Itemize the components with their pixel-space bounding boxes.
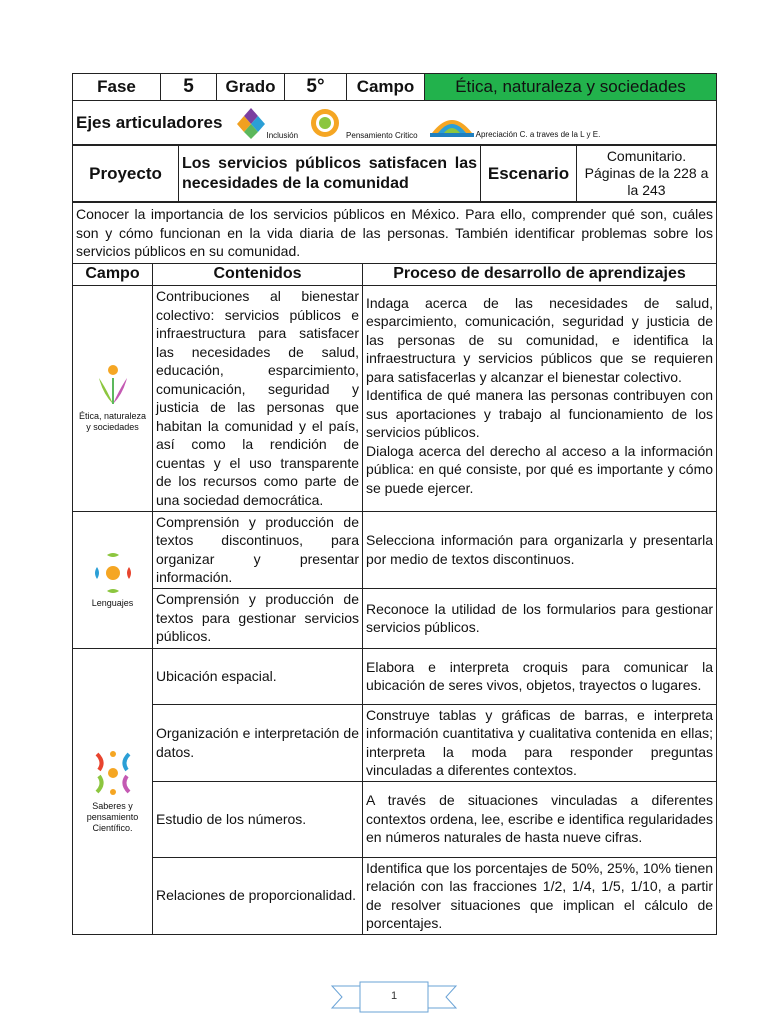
header-table: [72, 73, 717, 145]
ejes-row: [73, 101, 717, 145]
pensamiento-critico-icon: [308, 106, 342, 140]
sab3-proceso: A través de situaciones vinculadas a diferentes contextos ordena, lee, escribe e identifica regularidades en números naturales de hasta nueve cifras.: [363, 781, 717, 857]
table-row: [73, 648, 717, 704]
proyecto-table: [72, 145, 717, 202]
table-row: [73, 857, 717, 934]
main-table: [72, 202, 717, 935]
eje-inclusion: [236, 106, 298, 140]
etica-proceso-1: Indaga acerca de las necesidades de salud, esparcimiento, comunicación, seguridad y justicia de las personas de su comunidad, e identifica la infraestructura y servicios públicos que se requieren para satisfacerlas y alcanzar el bienestar colectivo.: [366, 294, 714, 385]
campo-label: Campo: [347, 74, 425, 101]
apreciacion-icon: [428, 107, 476, 139]
etica-proceso-3: Dialoga acerca del derecho al acceso a la información pública: en qué consiste, por qué es importante y cómo se puede ejercer.: [366, 442, 714, 496]
len2-contenido: Comprensión y producción de textos para gestionar servicios públicos.: [153, 588, 363, 648]
ejes-cell: [73, 101, 717, 145]
sab4-contenido: Relaciones de proporcionalidad.: [153, 857, 363, 934]
eje-label: Inclusión: [266, 130, 299, 140]
ejes-label: Ejes articuladores: [76, 112, 223, 132]
eje-label: Pensamiento Critico: [346, 130, 418, 140]
col-campo: Campo: [73, 263, 153, 285]
fase-label: Fase: [73, 74, 161, 101]
len1-proceso: Selecciona información para organizarla y presentarla por medio de textos discontinuos.: [363, 511, 717, 588]
proyecto-title: Los servicios públicos satisfacen las necesidades de la comunidad: [179, 146, 481, 202]
grado-value: 5°: [285, 74, 347, 101]
len1-contenido: Comprensión y producción de textos discontinuos, para organizar y presentar información.: [153, 511, 363, 588]
len2-proceso: Reconoce la utilidad de los formularios para gestionar servicios públicos.: [363, 588, 717, 648]
sab1-contenido: Ubicación espacial.: [153, 648, 363, 704]
inclusion-icon: [236, 106, 266, 140]
etica-proceso-2: Identifica de qué manera las personas contribuyen con sus aportaciones y trabajo al funcionamiento de los servicios públicos.: [366, 387, 714, 440]
col-proceso: Proceso de desarrollo de aprendizajes: [363, 263, 717, 285]
sab1-proceso: Elabora e interpreta croquis para comunicar la ubicación de seres vivos, objetos, trayectos o lugares.: [363, 648, 717, 704]
etica-proceso: [363, 285, 717, 511]
grado-label: Grado: [217, 74, 285, 101]
fase-value: 5: [161, 74, 217, 101]
escenario-value: Comunitario. Páginas de la 228 a la 243: [577, 146, 717, 202]
proyecto-row: [73, 146, 717, 202]
sab2-contenido: Organización e interpretación de datos.: [153, 704, 363, 781]
table-row: [73, 285, 717, 511]
proyecto-label: Proyecto: [73, 146, 179, 202]
table-row: [73, 704, 717, 781]
campo-label: Ética, naturaleza y sociedades: [78, 410, 147, 432]
col-contenidos: Contenidos: [153, 263, 363, 285]
campo-label: Saberes y pensamiento Científico.: [86, 801, 139, 833]
campo-label: Lenguajes: [91, 597, 134, 608]
table-row: [73, 781, 717, 857]
table-row: [73, 588, 717, 648]
intro-text: Conocer la importancia de los servicios públicos en México. Para ello, comprender qué son, cuáles son y cómo funcionan en la vida diaria de las personas. También identificar problemas sobre los servicios públicos en su comunidad.: [73, 203, 717, 264]
eje-label: Apreciación C. a traves de la L y E.: [475, 129, 601, 139]
page-number-ribbon: [330, 978, 458, 1016]
intro-row: [73, 203, 717, 264]
column-header-row: [73, 263, 717, 285]
etica-icon: [93, 364, 133, 408]
campo-value: Ética, naturaleza y sociedades: [425, 74, 717, 101]
campo-saberes: [73, 648, 153, 934]
header-row: [73, 74, 717, 101]
sab3-contenido: Estudio de los números.: [153, 781, 363, 857]
page-number: 1: [390, 990, 398, 1002]
eje-pensamiento: [308, 106, 418, 140]
campo-lenguajes: [73, 511, 153, 648]
table-row: [73, 511, 717, 588]
escenario-label: Escenario: [481, 146, 577, 202]
saberes-icon: [91, 748, 135, 798]
campo-etica: [73, 285, 153, 511]
lenguajes-icon: [93, 551, 133, 595]
sab4-proceso: Identifica que los porcentajes de 50%, 25%, 10% tienen relación con las fracciones 1/2, 1/4, 1/5, 1/10, a partir de resolver situaciones que implican el cálculo de porcentajes.: [363, 857, 717, 934]
sab2-proceso: Construye tablas y gráficas de barras, e interpreta información cuantitativa y cualitativa contenida en ellas; interpreta la moda para responder preguntas vinculadas a diferentes contextos.: [363, 704, 717, 781]
etica-contenido: Contribuciones al bienestar colectivo: servicios públicos e infraestructura para satisfacer las necesidades de salud, educación, esparcimiento, comunicación, seguridad y justicia de las personas que habitan la comunidad y el país, así como la rendición de cuentas y el uso transparente de los recursos como parte de una sociedad democrática.: [153, 285, 363, 511]
eje-apreciacion: [428, 107, 601, 139]
